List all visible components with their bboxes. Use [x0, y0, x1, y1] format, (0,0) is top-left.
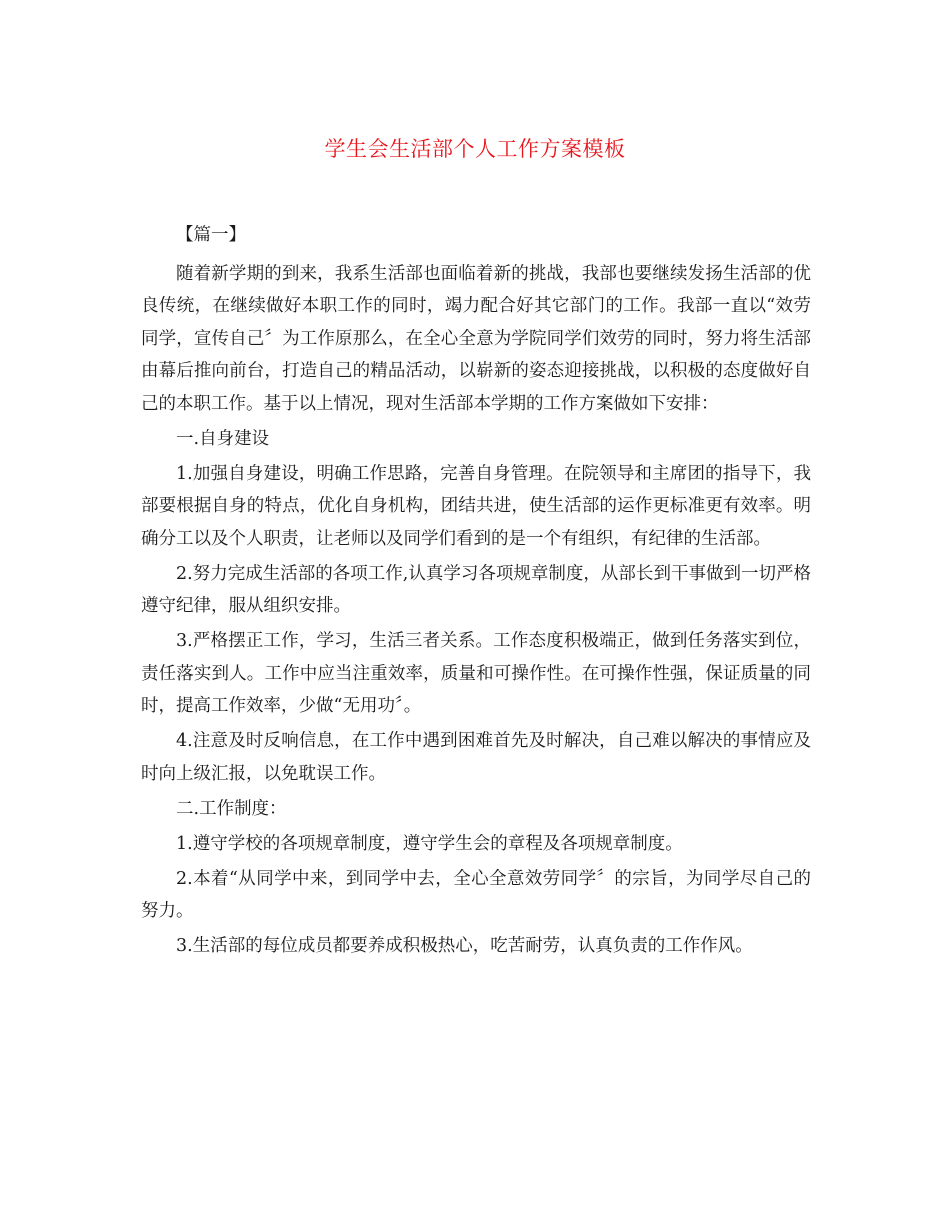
paragraph-item: 3.严格摆正工作，学习，生活三者关系。工作态度积极端正，做到任务落实到位，责任落实到人。工作中应当注重效率，质量和可操作性。在可操作性强，保证质量的同时，提高工作效率，少做“无用功〞。	[141, 631, 811, 716]
section-marker: 【篇一】	[176, 225, 246, 245]
paragraph-item: 4.注意及时反响信息，在工作中遇到困难首先及时解决，自己难以解决的事情应及时向上级汇报，以免耽误工作。	[141, 731, 811, 784]
section-heading-self-building: 一.自身建设	[176, 428, 270, 449]
section-heading-work-system: 二.工作制度：	[176, 798, 287, 819]
document-title: 学生会生活部个人工作方案模板	[324, 137, 626, 161]
paragraph-item: 3.生活部的每位成员都要养成积极热心，吃苦耐劳，认真负责的工作作风。	[176, 936, 753, 956]
paragraph-item: 1.加强自身建设，明确工作思路，完善自身管理。在院领导和主席团的指导下，我部要根据自身的特点，优化自身机构，团结共进，使生活部的运作更标准更有效率。明确分工以及个人职责，让老师以及同学们看到的是一个有组织，有纪律的生活部。	[141, 463, 811, 549]
paragraph-item: 2.本着“从同学中来，到同学中去，全心全意效劳同学〞的宗旨，为同学尽自己的努力。	[141, 868, 811, 921]
paragraph-item: 1.遵守学校的各项规章制度，遵守学生会的章程及各项规章制度。	[176, 833, 683, 854]
intro-paragraph: 随着新学期的到来，我系生活部也面临着新的挑战，我部也要继续发扬生活部的优良传统，在继续做好本职工作的同时，竭力配合好其它部门的工作。我部一直以“效劳同学，宣传自己〞为工作原那么，在全心全意为学院同学们效劳的同时，努力将生活部由幕后推向前台，打造自己的精品活动，以崭新的姿态迎接挑战，以积极的态度做好自己的本职工作。基于以上情况，现对生活部本学期的工作方案做如下安排：	[141, 263, 811, 414]
paragraph-item: 2.努力完成生活部的各项工作,认真学习各项规章制度，从部长到干事做到一切严格遵守纪律，服从组织安排。	[141, 563, 811, 616]
document-body	[141, 219, 811, 965]
